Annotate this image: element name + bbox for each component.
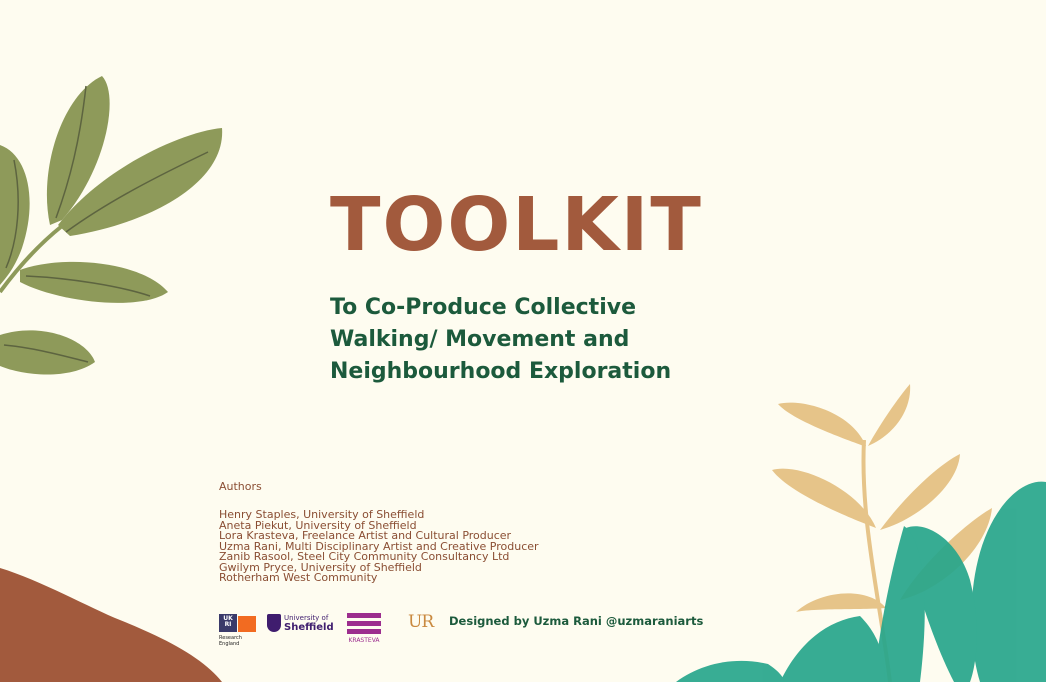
krasteva-logo [347, 610, 381, 642]
krasteva-logo-text: KRASTEVA [348, 637, 380, 644]
ukri-mark: UK RI [219, 614, 237, 632]
subtitle-line: Walking/ Movement and [330, 327, 630, 352]
page-subtitle [330, 292, 671, 388]
designer-credit: Designed by Uzma Rani @uzmaraniarts [449, 614, 704, 628]
author-entry: Henry Staples, University of Sheffield [219, 508, 425, 521]
research-england-orange-block [238, 616, 256, 632]
author-entry: Rotherham West Community [219, 571, 378, 584]
sheffield-logo-line2: Sheffield [284, 622, 334, 633]
authors-heading: Authors [219, 480, 262, 493]
author-entry: Gwilym Pryce, University of Sheffield [219, 560, 422, 574]
ur-monogram-logo: UR [408, 612, 434, 632]
research-england-caption: Research England [219, 635, 242, 647]
research-england-logo [219, 614, 259, 647]
author-entry: Aneta Piekut, University of Sheffield [219, 518, 417, 532]
author-entry: Zanib Rasool, Steel City Community Consultancy Ltd [219, 550, 510, 563]
authors-list [219, 510, 539, 584]
subtitle-line: To Co-Produce Collective [330, 295, 636, 320]
page-title: TOOLKIT [330, 182, 703, 268]
university-of-sheffield-logo [267, 614, 334, 632]
sheffield-crest-icon [267, 614, 281, 632]
sheffield-logo-line1: University of [284, 614, 329, 622]
author-entry: Lora Krasteva, Freelance Artist and Cultural Producer [219, 529, 512, 542]
subtitle-line: Neighbourhood Exploration [330, 359, 672, 384]
terracotta-blob [0, 568, 222, 682]
olive-leaves-illustration [0, 76, 222, 375]
author-entry: Uzma Rani, Multi Disciplinary Artist and Creative Producer [219, 539, 539, 553]
